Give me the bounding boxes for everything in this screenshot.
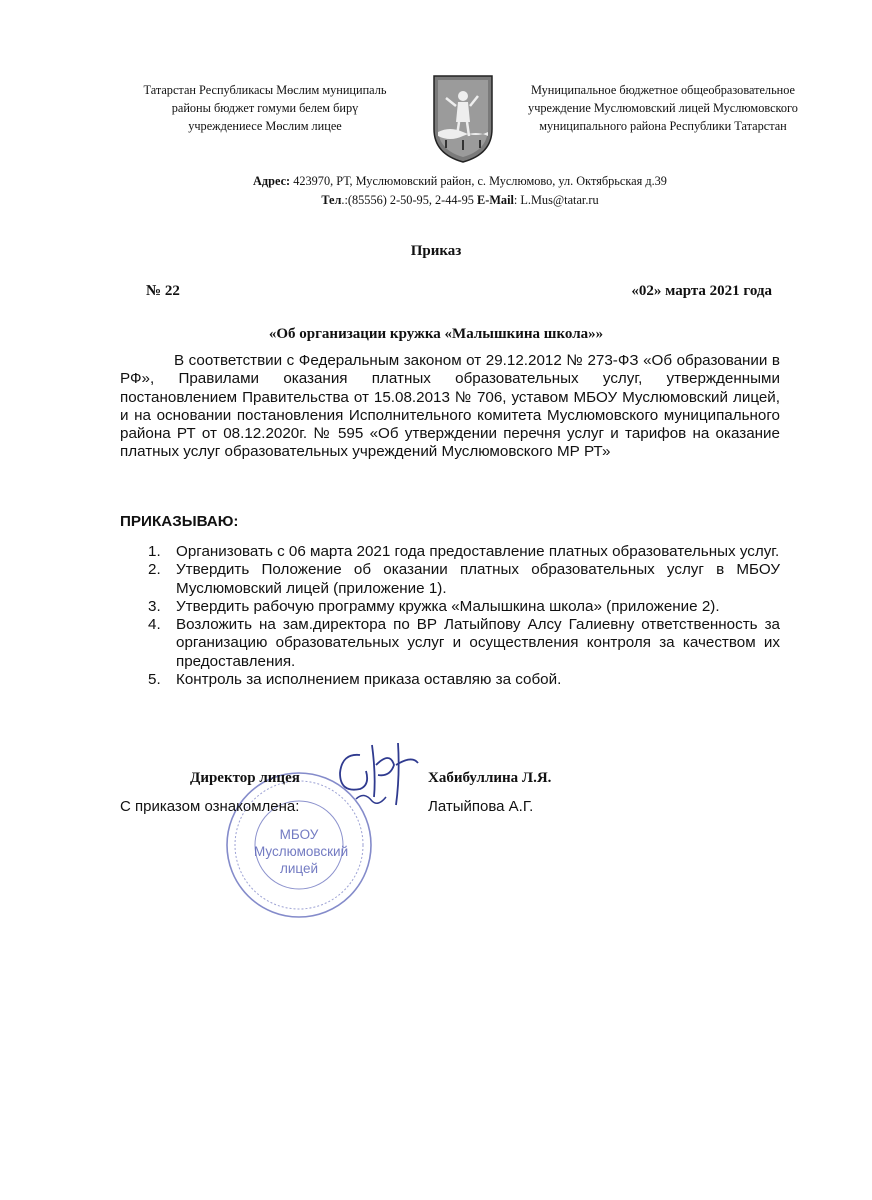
item-text: Возложить на зам.директора по ВР Латыйпову Алсу Галиевну ответственность за организацию образовательных услуг и осуществления контроля за качеством их предоставления. [176,616,780,670]
item-number: 3. [148,597,161,615]
item-number: 2. [148,561,161,579]
address-value: 423970, РТ, Муслюмовский район, с. Муслюмово, ул. Октябрьская д.39 [290,174,667,188]
director-name: Хабибуллина Л.Я. [428,770,552,786]
item-number: 4. [148,616,161,634]
header-left-line: Татарстан Республикасы Мөслим муниципаль [143,83,387,97]
document-date: «02» марта 2021 года [631,283,772,299]
email-label: E-Mail [477,193,514,207]
header-right-line: Муниципальное бюджетное общеобразовательное [530,83,796,97]
stamp-line: Муслюмовский [254,844,349,859]
acknowledged-label: С приказом ознакомлена: [120,798,300,815]
order-item [120,543,780,561]
order-item [120,671,780,689]
header-left-block [110,81,420,135]
stamp-text [254,826,349,877]
item-text: Контроль за исполнением приказа оставляю за собой. [176,671,562,689]
item-text: Утвердить Положение об оказании платных образовательных услуг в МБОУ Муслюмовский лицей (приложение 1). [176,561,780,597]
preamble-block [120,352,780,462]
stamp-line: МБОУ [279,827,319,842]
address-line [160,172,760,191]
address-label: Адрес: [253,174,291,188]
document-title: Приказ [410,243,462,259]
order-items-list [120,543,780,689]
stamp-line: лицей [279,861,319,876]
order-item [120,598,780,616]
header-right-line: учреждение Муслюмовский лицей Муслюмовского [528,101,798,115]
header-left-line: районы бюджет гомуми белем бирү [171,101,359,115]
item-text: Организовать с 06 марта 2021 года предоставление платных образовательных услуг. [176,543,780,560]
phone-label: Тел [321,193,342,207]
header-right-line: муниципального района Республики Татарстан [539,119,787,133]
order-item [120,561,780,598]
phone-value: .:(85556) 2-50-95, 2-44-95 [341,193,478,207]
phone-email-line [160,191,760,210]
item-number: 5. [148,671,161,689]
decree-word: ПРИКАЗЫВАЮ: [120,513,239,530]
coat-of-arms-emblem [432,74,494,164]
contacts-block [160,172,760,210]
header-right-block [508,81,818,135]
document-subject: «Об организации кружка «Малышкина школа»» [268,326,604,342]
item-text: Утвердить рабочую программу кружка «Малышкина школа» (приложение 2). [176,597,720,615]
item-number: 1. [148,543,161,560]
director-label: Директор лицея [190,770,300,786]
header-left-line: учреждениесе Мөслим лицее [188,119,342,133]
email-value: : L.Mus@tatar.ru [513,193,599,207]
order-item [120,616,780,671]
preamble-paragraph: В соответствии с Федеральным законом от 29.12.2012 № 273-ФЗ «Об образовании в РФ», Правилами оказания платных образовательных услуг, утвержденными постановлением Правительства от 15.08.2013 № 706, уставом МБОУ Муслюмовский лицей, и на основании постановления Исполнительного комитета Муслюмовского муниципального района РТ от 08.12.2020г. № 595 «Об утверждении перечня услуг и тарифов на оказание платных услуг образовательных учреждений Муслюмовского МР РТ» [120,352,780,461]
acknowledged-name: Латыйпова А.Г. [428,798,534,815]
handwritten-signature [320,735,430,815]
document-number: № 22 [146,283,180,299]
